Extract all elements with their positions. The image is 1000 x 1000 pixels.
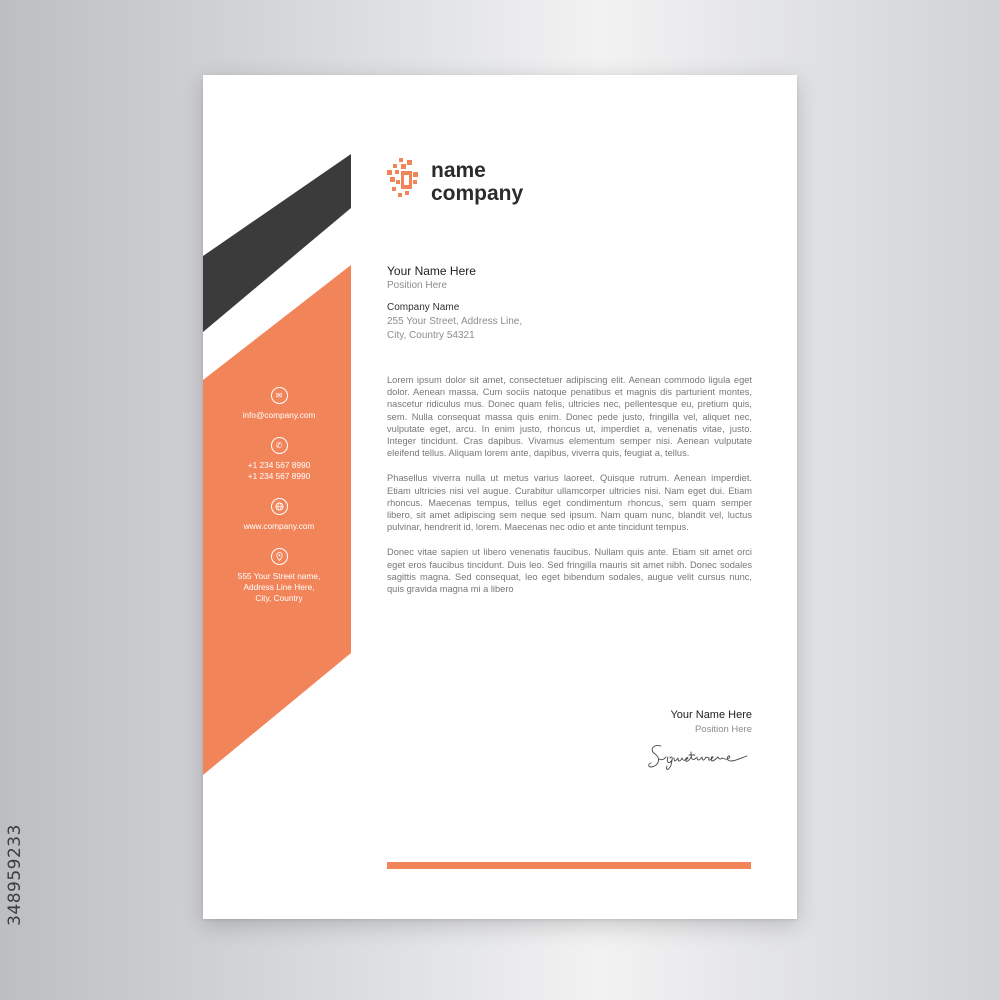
letter-body (387, 374, 752, 608)
sender-company: Company Name (387, 302, 460, 313)
stock-id-label (0, 760, 30, 990)
letterhead-page (203, 75, 797, 919)
footer-accent-bar (387, 862, 751, 869)
contact-web-text: www.company.com (243, 521, 315, 531)
envelope-icon: ✉ (271, 387, 288, 404)
signoff-block (603, 708, 752, 736)
handwritten-signature (647, 740, 755, 774)
body-paragraph-3: Donec vitae sapien ut libero venenatis faucibus. Nullam quis ante. Etiam sit amet orci eget eros faucibus tincidunt. Duis leo. Sed fringilla mauris sit amet nibh. Donec sodales sagittis magna. Sed consequat, leo eget bibendum sodales, augue velit cursus nunc, quis gravida magna mi a libero (387, 547, 752, 595)
phone-icon: ✆ (271, 437, 288, 454)
body-paragraph-2: Phasellus viverra nulla ut metus varius laoreet. Quisque rutrum. Aenean imperdiet. Etiam ultricies nisi vel augue. Curabitur ullamcorper ultricies nisi. Nam eget dui. Etiam rhoncus. Maecenas tempus, tellus eget condimentum rhoncus, sem quam semper libero, sit amet adipiscing sem neque sed ipsum. Nam quam nunc, blandit vel, luctus pulvinar, hendrerit id, lorem. Maecenas nec odio et ante tincidunt tempus. (387, 473, 752, 533)
location-pin-glyph (276, 552, 283, 561)
contact-web (203, 498, 355, 532)
contact-email-text: info@company.com (242, 410, 316, 420)
sender-block (387, 263, 767, 343)
brand-line-1: name (431, 159, 486, 182)
contact-address-line-2: Address Line Here, (243, 582, 315, 592)
contact-address-line-1: 555 Your Street name, (237, 571, 321, 581)
sender-address-line-1: 255 Your Street, Address Line, (387, 316, 523, 327)
signoff-position: Position Here (694, 724, 752, 735)
contact-address-line-3: City, Country (255, 593, 303, 603)
location-pin-icon (271, 548, 288, 565)
body-paragraph-1: Lorem ipsum dolor sit amet, consectetuer adipiscing elit. Aenean commodo ligula eget dolor. Aenean massa. Cum sociis natoque penatibus et magnis dis parturient montes, nascetur ridiculus mus. Donec quam felis, ultricies nec, pellentesque eu, pretium quis, sem. Nulla consequat massa quis enim. Donec pede justo, fringilla vel, aliquet nec, vulputate eget, arcu. In enim justo, rhoncus ut, imperdiet a, venenatis vitae, justo. Integer tincidunt. Cras dapibus. Vivamus elementum semper nisi. Aenean vulputate eleifend tellus. Aliquam lorem ante, dapibus, viverra quis, feugiat a, tellus. (387, 375, 752, 459)
sender-name: Your Name Here (387, 264, 476, 278)
stock-id-text: 348959233 (5, 824, 25, 926)
contact-phone-line-2: +1 234 567 8990 (247, 471, 311, 481)
contact-address (203, 548, 355, 604)
sender-position: Position Here (387, 280, 448, 291)
globe-icon-glyph (275, 502, 284, 511)
globe-icon (271, 498, 288, 515)
contact-phone-line-1: +1 234 567 8990 (247, 460, 311, 470)
contact-panel (203, 387, 355, 620)
brand-name (431, 159, 523, 205)
contact-phone (203, 437, 355, 482)
signoff-name: Your Name Here (670, 709, 752, 721)
brand-line-2: company (431, 182, 524, 205)
contact-email (203, 387, 355, 421)
sender-address-line-2: City, Country 54321 (387, 330, 475, 341)
company-logo-icon (387, 158, 419, 198)
